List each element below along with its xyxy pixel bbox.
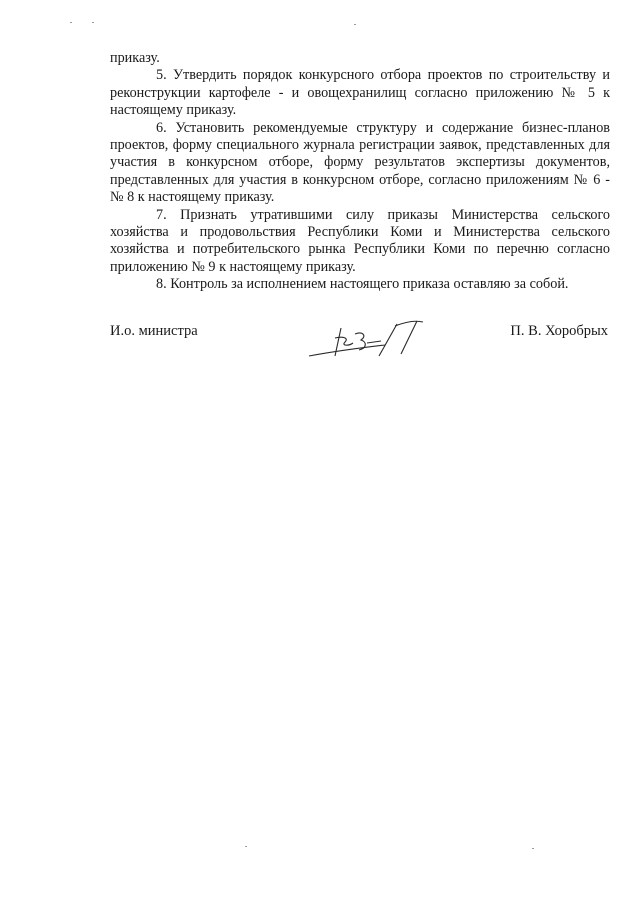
paragraph-item-6: 6. Установить рекомендуемые структуру и содержание бизнес-планов проектов, форму специального журнала регистрации заявок, представленных для участия в конкурсном отборе, форму результатов экспертизы документов, представленных для участия в конкурсном отборе, согласно приложениям № 6 - № 8 к настоящему приказу.	[110, 119, 610, 206]
signer-title: И.о. министра	[110, 323, 198, 339]
order-body-text	[110, 50, 610, 294]
paragraph-item-8: 8. Контроль за исполнением настоящего приказа оставляю за собой.	[156, 276, 569, 293]
scan-artifact	[70, 22, 72, 23]
scan-artifact	[354, 24, 356, 25]
scan-artifact	[92, 22, 94, 23]
scan-artifact	[532, 848, 534, 849]
signer-name: П. В. Хоробрых	[510, 323, 608, 339]
paragraph-item-7: 7. Признать утратившими силу приказы Министерства сельского хозяйства и продовольствия Республики Коми и Министерства сельского хозяйства и потребительского рынка Республики Коми по перечню согласно приложению № 9 к настоящему приказу.	[110, 206, 610, 275]
scan-artifact	[245, 846, 247, 847]
handwritten-signature-icon	[305, 316, 435, 364]
paragraph-continuation: приказу.	[110, 50, 160, 66]
paragraph-item-5: 5. Утвердить порядок конкурсного отбора проектов по строительству и реконструкции картофеле - и овощехранилищ согласно приложению № 5 к настоящему приказу.	[110, 67, 610, 119]
